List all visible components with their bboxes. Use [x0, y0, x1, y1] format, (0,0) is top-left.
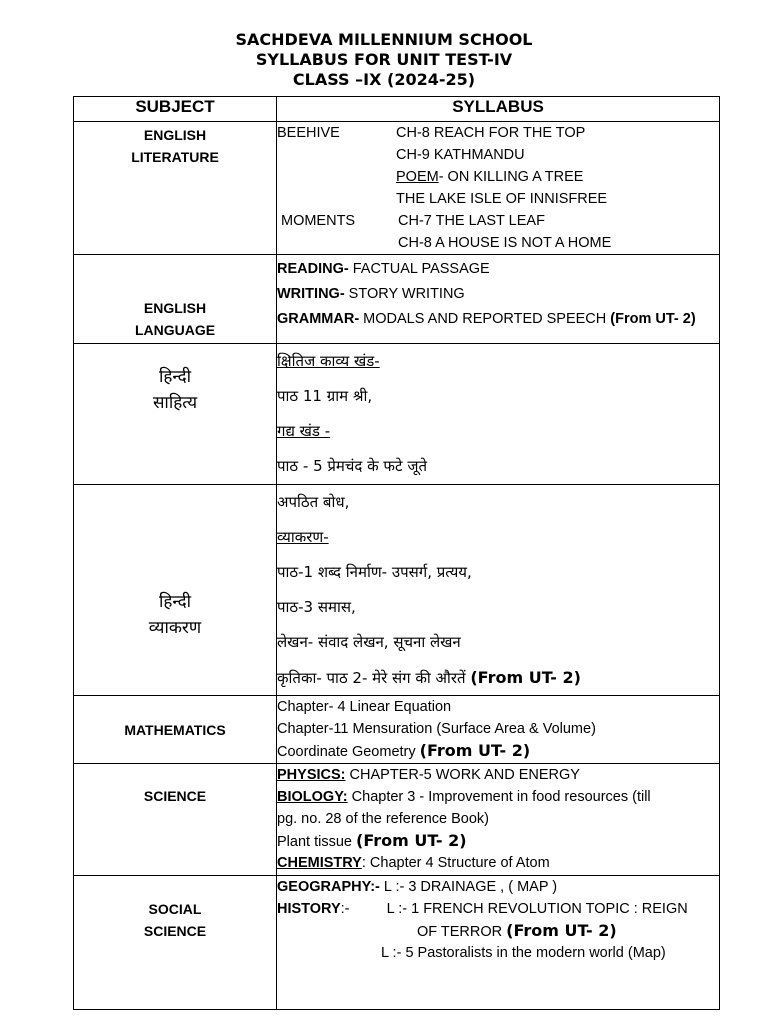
history-separator: :-	[340, 901, 350, 917]
book-beehive: BEEHIVE	[277, 125, 340, 141]
history-line	[277, 898, 719, 920]
grammar-label: GRAMMAR-	[277, 311, 360, 327]
coordinate-ut-note: (From UT- 2)	[419, 741, 531, 760]
reading-label: READING-	[277, 261, 349, 277]
vyakaran-heading: व्याकरण-	[277, 528, 329, 546]
grammar-line	[277, 307, 719, 332]
physics-text: CHAPTER-5 WORK AND ENERGY	[345, 767, 580, 783]
grammar-text: MODALS AND REPORTED SPEECH	[359, 311, 611, 327]
syllabus-column-header: SYLLABUS	[277, 97, 720, 122]
document-header	[0, 30, 768, 90]
subject-cell	[74, 764, 277, 876]
subject-hindi-sahitya: हिन्दी साहित्य	[152, 367, 198, 413]
table-row-mathematics	[74, 696, 720, 764]
subject-social-science: SOCIAL SCIENCE	[143, 901, 207, 939]
list-item: पाठ - 5 प्रेमचंद के फटे जूते	[277, 457, 428, 475]
plant-tissue-line	[277, 830, 719, 852]
apathit-line: अपठित बोध,	[277, 493, 350, 511]
list-item: - ON KILLING A TREE	[438, 169, 584, 185]
coordinate-text: Coordinate Geometry	[277, 744, 420, 760]
table-row-social-science	[74, 876, 720, 1010]
chemistry-label: CHEMISTRY	[277, 855, 362, 871]
subject-cell	[74, 485, 277, 696]
gadya-heading: गद्य खंड -	[277, 422, 331, 440]
list-item: पाठ 11 ग्राम श्री,	[277, 387, 373, 405]
subject-cell	[74, 122, 277, 255]
biology-line	[277, 786, 719, 808]
table-row-hindi-vyakaran	[74, 485, 720, 696]
biology-text: Chapter 3 - Improvement in food resources (till	[347, 789, 651, 805]
plant-tissue-ut-note: (From UT- 2)	[356, 831, 467, 850]
kritika-text: कृतिका- पाठ 2- मेरे संग की औरतें	[277, 669, 471, 687]
syllabus-cell	[277, 485, 720, 696]
grammar-ut-note: (From UT- 2)	[610, 311, 696, 327]
list-item: CH-9 KATHMANDU	[396, 147, 525, 163]
biology-line-2: pg. no. 28 of the reference Book)	[277, 811, 489, 827]
history-ut-note: (From UT- 2)	[506, 921, 617, 940]
history-item-3: L :- 5 Pastoralists in the modern world (Map)	[381, 945, 666, 961]
geography-line	[277, 876, 719, 898]
subject-english-language: ENGLISH LANGUAGE	[134, 300, 216, 338]
list-item: पाठ-1 शब्द निर्माण- उपसर्ग, प्रत्यय,	[277, 563, 472, 581]
biology-label: BIOLOGY:	[277, 789, 348, 805]
kritika-ut-note: (From UT- 2)	[470, 668, 581, 687]
table-header-row	[74, 97, 720, 122]
reading-text: FACTUAL PASSAGE	[348, 261, 490, 277]
kritika-line	[277, 660, 719, 695]
subject-hindi-vyakaran: हिन्दी व्याकरण	[148, 592, 202, 638]
document-title: SYLLABUS FOR UNIT TEST-IV	[255, 50, 513, 69]
subject-mathematics: MATHEMATICS	[124, 721, 226, 738]
syllabus-cell	[277, 255, 720, 344]
list-item: Chapter- 4 Linear Equation	[277, 699, 452, 715]
list-item: THE LAKE ISLE OF INNISFREE	[396, 191, 608, 207]
writing-line	[277, 282, 719, 307]
list-item: पाठ-3 समास,	[277, 598, 356, 616]
history-item-1-cont: OF TERROR	[417, 924, 507, 940]
table-row-science	[74, 764, 720, 876]
history-line-2	[277, 920, 719, 942]
syllabus-cell	[277, 122, 720, 255]
history-label: HISTORY	[277, 901, 341, 917]
geography-text: L :- 3 DRAINAGE , ( MAP )	[379, 879, 558, 895]
coordinate-line	[277, 740, 719, 762]
school-name: SACHDEVA MILLENNIUM SCHOOL	[235, 30, 533, 49]
history-item-1: L :- 1 FRENCH REVOLUTION TOPIC : REIGN	[386, 901, 688, 917]
subject-cell	[74, 696, 277, 764]
beehive-line	[277, 122, 719, 144]
class-label: CLASS –IX (2024-25)	[292, 70, 476, 89]
list-item: CH-8 REACH FOR THE TOP	[396, 125, 586, 141]
writing-text: STORY WRITING	[344, 286, 465, 302]
moments-line	[277, 210, 719, 232]
poem-label: POEM	[396, 169, 439, 185]
kshitij-heading: क्षितिज काव्य खंड-	[277, 352, 380, 370]
reading-line	[277, 257, 719, 282]
plant-tissue-text: Plant tissue	[277, 834, 356, 850]
chemistry-line	[277, 852, 719, 874]
book-moments: MOMENTS	[281, 213, 356, 229]
subject-science: SCIENCE	[143, 788, 207, 804]
writing-label: WRITING-	[277, 286, 345, 302]
table-row-english-language	[74, 255, 720, 344]
syllabus-cell	[277, 696, 720, 764]
list-item: Chapter-11 Mensuration (Surface Area & Volume)	[277, 721, 596, 737]
physics-label: PHYSICS:	[277, 767, 346, 783]
chemistry-text: : Chapter 4 Structure of Atom	[361, 855, 550, 871]
table-row-english-literature	[74, 122, 720, 255]
subject-cell	[74, 344, 277, 485]
syllabus-cell	[277, 344, 720, 485]
syllabus-table	[73, 96, 720, 1010]
subject-cell	[74, 255, 277, 344]
subject-column-header: SUBJECT	[74, 97, 277, 122]
syllabus-cell	[277, 764, 720, 876]
physics-line	[277, 764, 719, 786]
subject-english-literature: ENGLISH LITERATURE	[131, 127, 219, 165]
list-item: CH-8 A HOUSE IS NOT A HOME	[398, 235, 612, 251]
list-item: CH-7 THE LAST LEAF	[398, 213, 545, 229]
list-item: लेखन- संवाद लेखन, सूचना लेखन	[277, 633, 461, 651]
table-row-hindi-sahitya	[74, 344, 720, 485]
poem-line	[277, 166, 719, 188]
geography-label: GEOGRAPHY:-	[277, 879, 380, 895]
subject-cell	[74, 876, 277, 1010]
syllabus-cell	[277, 876, 720, 1010]
